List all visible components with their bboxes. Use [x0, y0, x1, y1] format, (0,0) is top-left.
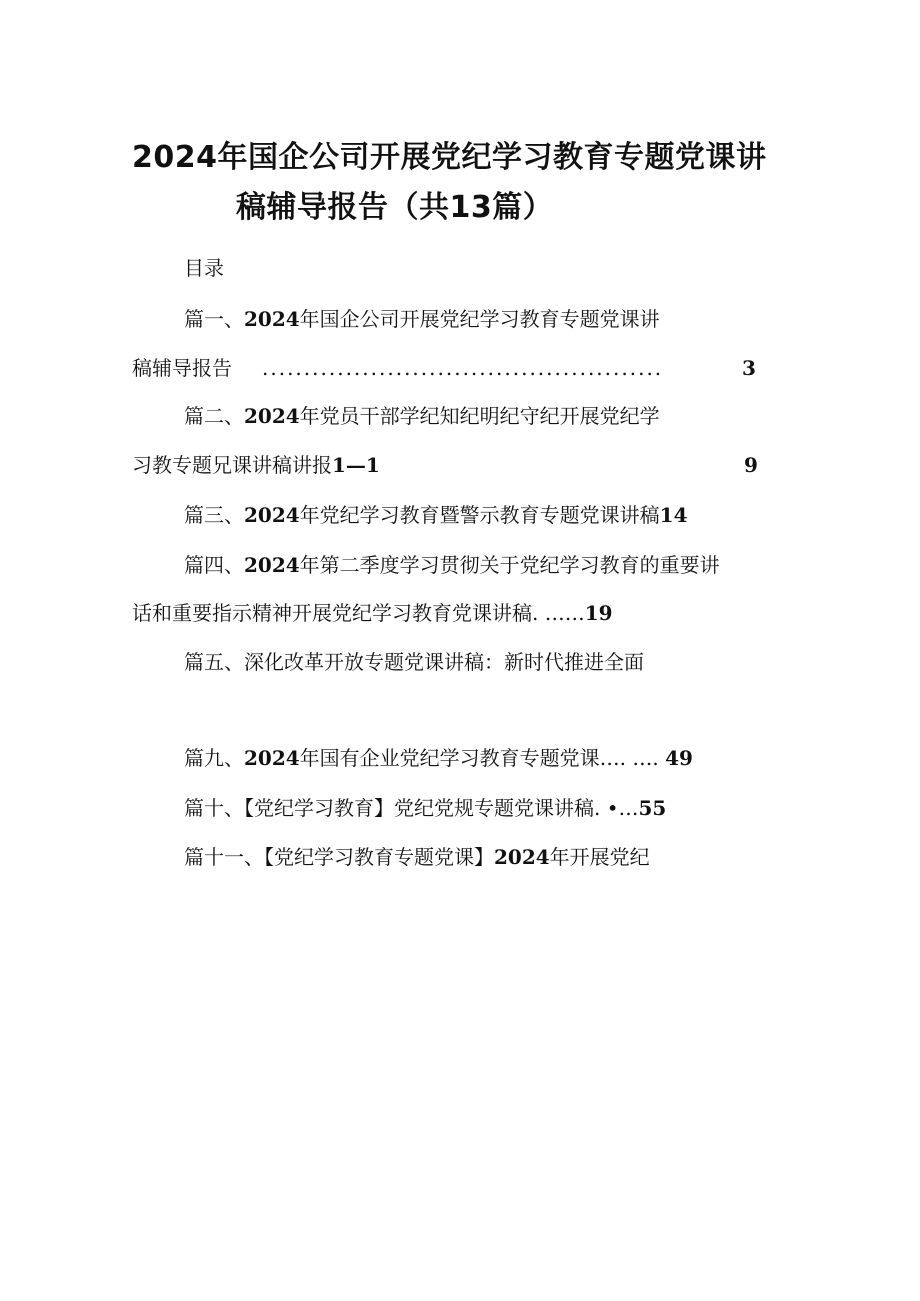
toc-entry-2-page: 9: [744, 453, 758, 477]
toc-entry-1-line-2[interactable]: 稿辅导报告: [132, 356, 232, 380]
toc-entry-4-title-cont: 话和重要指示精神开展党纪学习教育党课讲稿.: [132, 601, 539, 625]
toc-entry-2-line-1[interactable]: [184, 406, 660, 426]
document-title-line-1: 2024年国企公司开展党纪学习教育专题党课讲: [132, 140, 767, 175]
toc-entry-9[interactable]: [184, 748, 693, 768]
toc-entry-4-year: 2024: [244, 553, 300, 577]
toc-entry-10-title: 篇十、【党纪学习教育】党纪党规专题党课讲稿. •…: [184, 796, 639, 820]
toc-heading: 目录: [184, 256, 224, 280]
toc-entry-2-prefix: 篇二、: [184, 404, 244, 428]
toc-entry-1-line-1[interactable]: [184, 309, 660, 329]
toc-entry-3-page: 14: [659, 503, 688, 527]
toc-entry-1-leader: ................................................: [262, 358, 664, 378]
toc-entry-1-year: 2024: [244, 307, 300, 331]
toc-entry-10-page: 55: [638, 796, 667, 820]
toc-entry-10[interactable]: [184, 798, 666, 818]
toc-entry-4-prefix: 篇四、: [184, 553, 244, 577]
toc-entry-2-range: 1—1: [332, 453, 380, 477]
toc-entry-4-title: 年第二季度学习贯彻关于党纪学习教育的重要讲: [299, 553, 720, 577]
toc-entry-4-page: 19: [584, 601, 613, 625]
toc-entry-3-year: 2024: [244, 503, 300, 527]
toc-entry-9-page: 49: [665, 746, 693, 770]
toc-entry-5[interactable]: 篇五、深化改革开放专题党课讲稿：新时代推进全面: [184, 650, 644, 674]
toc-entry-1-prefix: 篇一、: [184, 307, 244, 331]
toc-entry-9-prefix: 篇九、: [184, 746, 244, 770]
document-title-line-2: 稿辅导报告（共13篇）: [236, 190, 554, 225]
toc-entry-2-title-cont: 习教专题兄课讲稿讲报: [132, 453, 332, 477]
toc-entry-3-prefix: 篇三、: [184, 503, 244, 527]
toc-entry-11-title: 篇十一、【党纪学习教育专题党课】: [184, 845, 494, 869]
toc-entry-3[interactable]: [184, 505, 688, 525]
toc-entry-2-title: 年党员干部学纪知纪明纪守纪开展党纪学: [299, 404, 660, 428]
toc-entry-9-year: 2024: [244, 746, 300, 770]
toc-entry-4-line-2[interactable]: [132, 603, 613, 623]
toc-entry-4-leader: ……: [544, 601, 585, 625]
toc-entry-3-title: 年党纪学习教育暨警示教育专题党课讲稿: [299, 503, 660, 527]
toc-entry-4-line-1[interactable]: [184, 555, 720, 575]
toc-entry-1-page: 3: [742, 356, 756, 380]
toc-entry-11[interactable]: [184, 847, 650, 867]
toc-entry-9-title: 年国有企业党纪学习教育专题党课…. ….: [299, 746, 659, 770]
toc-entry-11-title-cont: 年开展党纪: [549, 845, 650, 869]
toc-entry-2-line-2[interactable]: [132, 455, 380, 475]
toc-entry-2-year: 2024: [244, 404, 300, 428]
toc-entry-11-year: 2024: [494, 845, 550, 869]
toc-entry-1-title: 年国企公司开展党纪学习教育专题党课讲: [299, 307, 660, 331]
